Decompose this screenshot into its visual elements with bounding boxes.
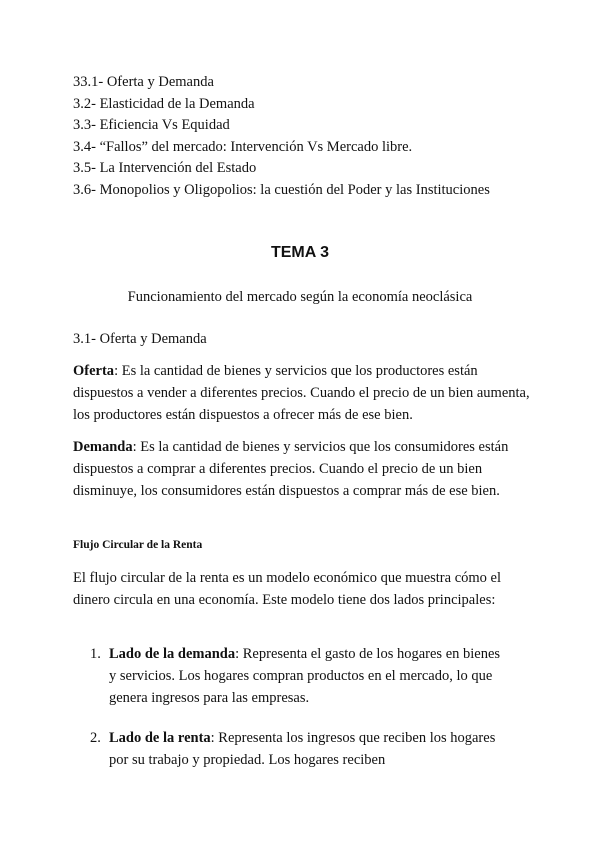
demanda-paragraph <box>73 436 535 502</box>
page-title: TEMA 3 <box>270 244 330 261</box>
oferta-definition: : Es la cantidad de bienes y servicios que los productores están dispuestos a vender a diferentes precios. Cuando el precio de un bien aumenta, los productores están dispuestos a ofrecer más de ese bien. <box>73 363 530 423</box>
demanda-definition: : Es la cantidad de bienes y servicios que los consumidores están dispuestos a comprar a diferentes precios. Cuando el precio de un bien disminuye, los consumidores están dispuestos a comprar más de ese bien. <box>73 439 509 499</box>
list-item-definition: : Representa los ingresos que reciben los hogares por su trabajo y propiedad. Los hogares reciben <box>109 730 496 768</box>
list-item-term: Lado de la renta <box>109 730 211 746</box>
list-item <box>90 643 510 709</box>
list-item-text <box>109 643 510 709</box>
oferta-paragraph <box>73 360 535 426</box>
toc-item: 3.5- La Intervención del Estado <box>73 160 257 176</box>
list-item-number: 1. <box>90 646 101 662</box>
list-item-term: Lado de la demanda <box>109 646 236 662</box>
list-item-definition: : Representa el gasto de los hogares en bienes y servicios. Los hogares compran productos en el mercado, lo que genera ingresos para las empresas. <box>109 646 501 706</box>
flujo-heading: Flujo Circular de la Renta <box>73 539 203 551</box>
table-of-contents <box>73 72 543 201</box>
demanda-term: Demanda <box>73 439 133 455</box>
toc-item: 3.3- Eficiencia Vs Equidad <box>73 117 230 133</box>
toc-item: 33.1- Oferta y Demanda <box>73 74 214 90</box>
toc-item: 3.6- Monopolios y Oligopolios: la cuestión del Poder y las Instituciones <box>73 181 490 198</box>
flujo-paragraph: El flujo circular de la renta es un modelo económico que muestra cómo el dinero circula en una economía. Este modelo tiene dos lados principales: <box>73 570 501 608</box>
oferta-term: Oferta <box>73 363 115 379</box>
list-item-text <box>109 727 510 771</box>
toc-item: 3.2- Elasticidad de la Demanda <box>73 95 255 112</box>
section-heading: 3.1- Oferta y Demanda <box>73 331 207 347</box>
toc-item: 3.4- “Fallos” del mercado: Intervención Vs Mercado libre. <box>73 138 413 155</box>
list-item <box>90 727 510 771</box>
page-subtitle: Funcionamiento del mercado según la economía neoclásica <box>127 289 473 305</box>
list-item-number: 2. <box>90 730 101 746</box>
